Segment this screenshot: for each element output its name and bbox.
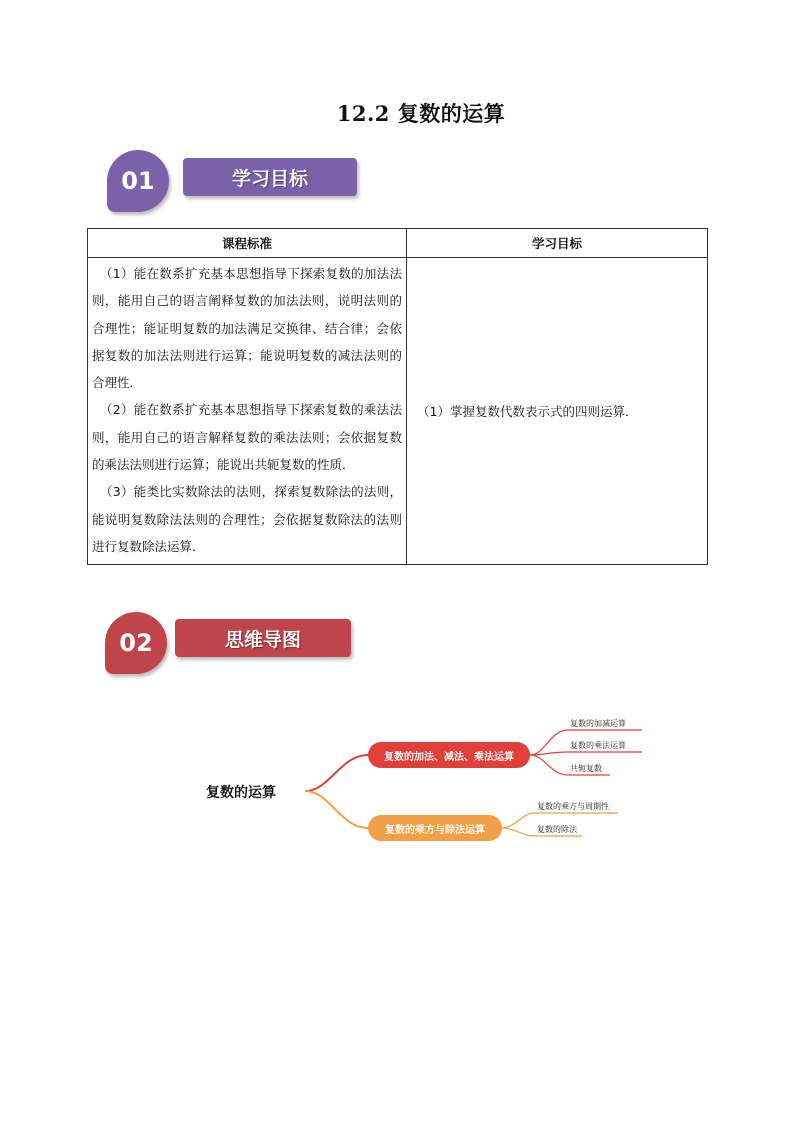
standard-item-1: （1）能在数系扩充基本思想指导下探索复数的加法法则，能用自己的语言阐释复数的加法法则，说明法则的合理性；能证明复数的加法满足交换律、结合律；会依据复数的加法法则进行运算；能说明复数的减法法则的合理性． xyxy=(92,266,402,391)
mind-map-leaf: 复数的除法 xyxy=(537,825,577,834)
header-course-standard: 课程标准 xyxy=(88,229,407,258)
section-number-02: 02 xyxy=(105,612,167,674)
standard-item-2: （2）能在数系扩充基本思想指导下探索复数的乘法法则，能用自己的语言解释复数的乘法法则；会依据复数的乘法法则进行运算；能说出共轭复数的性质． xyxy=(92,402,402,473)
mind-map-leaf: 复数的乘方与周期性 xyxy=(537,802,609,811)
mind-map-leaf: 复数的乘法运算 xyxy=(570,741,626,750)
table-header-row xyxy=(88,229,708,258)
mind-map-leaf: 共轭复数 xyxy=(570,764,602,773)
section-badge-01 xyxy=(105,150,357,214)
section-badge-02 xyxy=(103,612,353,676)
goals-table xyxy=(87,228,708,565)
header-learning-goal: 学习目标 xyxy=(407,229,708,258)
section-label-mind-map: 思维导图 xyxy=(175,619,351,657)
goal-cell: （1）掌握复数代数表示式的四则运算． xyxy=(407,258,708,565)
page-title: 12.2 复数的运算 xyxy=(336,101,506,126)
mind-map-leaf: 复数的加减运算 xyxy=(570,719,626,728)
standard-item-3: （3）能类比实数除法的法则，探索复数除法的法则，能说明复数除法法则的合理性；会依据复数除法的法则进行复数除法运算． xyxy=(92,484,402,554)
standards-cell xyxy=(88,258,407,565)
mind-map-root: 复数的运算 xyxy=(206,785,276,801)
section-label-learning-goals: 学习目标 xyxy=(183,158,357,196)
section-number-01: 01 xyxy=(107,150,169,212)
mind-map xyxy=(190,700,650,860)
mind-map-branch-2: 复数的乘方与除法运算 xyxy=(368,815,502,841)
mind-map-branch-1: 复数的加法、减法、乘法运算 xyxy=(368,742,530,768)
table-row xyxy=(88,258,708,565)
